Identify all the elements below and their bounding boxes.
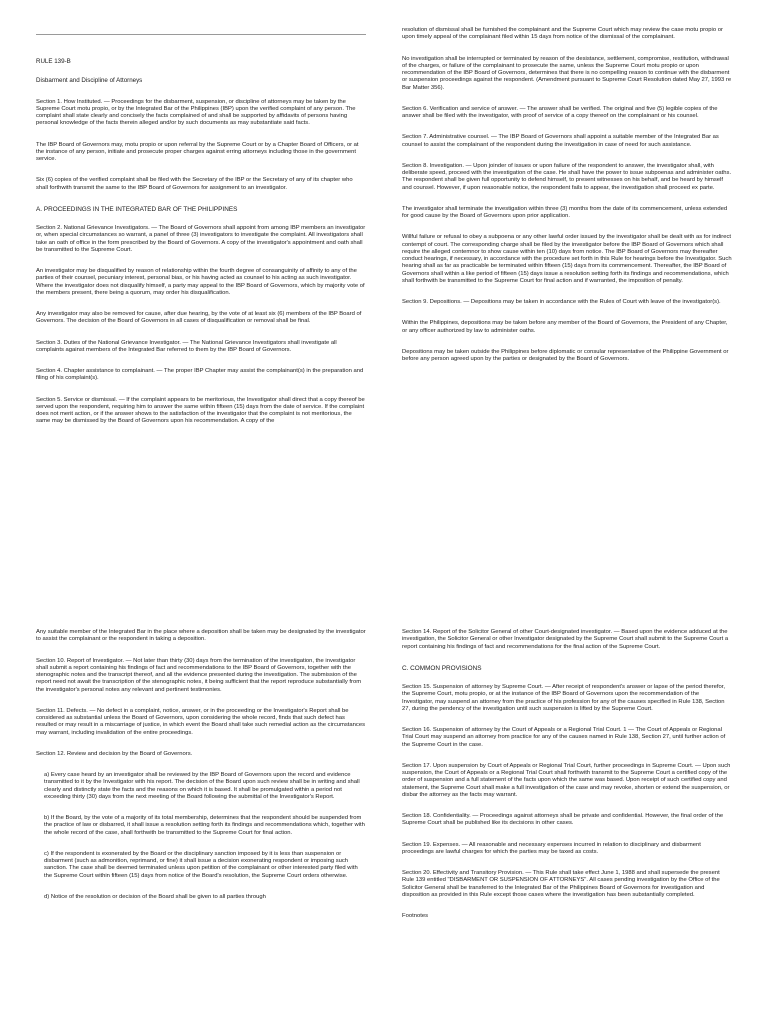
section-18-paragraph: Section 18. Confidentiality. — Proceedings against attorneys shall be private and confidential. However, the final order of the Supreme Court shall be published like its decisions in other cases.: [402, 813, 724, 827]
section-12-heading: Section 12. Review and decision by the Board of Governors.: [36, 750, 193, 757]
section-10-paragraph: Section 10. Report of Investigator. — Not later than thirty (30) days from the termination of the investigation, the investigator shall submit a report containing his findings of fact and recommendations to the IBP Board of Governors, together with the stenographic notes and the transcript thereof, and all the evidence presented during the investigation. The submission of the report need not await the transcription of the stenographic notes, it being sufficient that the report reproduce substantially from the investigator's personal notes any relevant and pertinent testimonies.: [36, 657, 362, 693]
section-3-paragraph: Section 3. Duties of the National Grievance Investigator. — The National Grievance Investigators shall investigate all complaints against members of the Integrated Bar referred to them by the IBP Board of Governors.: [36, 339, 337, 353]
removal-paragraph: Any investigator may also be removed for cause, after due hearing, by the vote of at least six (6) members of the IBP Board of Governors. The decision of the Board of Governors in all cases of disqualification or removal shall be final.: [36, 311, 362, 325]
top-rule-divider: [36, 34, 366, 35]
section-12-item-b: b) If the Board, by the vote of a majority of its total membership, determines that the respondent should be suspended from the practice of law or disbarred, it shall issue a resolution setting forth its findings and recommendations which, together with the whole record of the case, shall forthwith be transmitted to the Supreme Court for final action.: [44, 815, 365, 836]
section-1-paragraph: Section 1. How Instituted. — Proceedings for the disbarment, suspension, or discipline of attorneys may be taken by the Supreme Court motu propio, or by the Integrated Bar of the Philippines (IBP) upon the verified complaint of any person. The complaint shall state clearly and concisely the facts complained of and shall be supported by affidavits of persons having personal knowledge of the facts therein alleged and/or by such documents as may substantiate said facts.: [36, 98, 356, 127]
section-15-paragraph: Section 15. Suspension of attorney by Supreme Court. — After receipt of respondent's answer or lapse of the period therefor, the Supreme Court, motu propio, or at the instance of the IBP Board of Governors upon the recommendation of the Investigator, may suspend an attorney from the practice of his profession for any of the causes specified in Rule 138, Section 27, during the pendency of the investigation until such suspension is lifted by the Supreme Court.: [402, 684, 726, 712]
section-4-paragraph: Section 4. Chapter assistance to complainant. — The proper IBP Chapter may assist the complainant(s) in the preparation and filing of his complaint(s).: [36, 368, 364, 382]
dismissal-continuation-paragraph: resolution of dismissal shall be furnished the complainant and the Supreme Court which may review the case motu propio or upon timely appeal of the complainant filed within 15 days from notice of the dismissal of the complainant.: [402, 27, 723, 41]
page1-left-column: [36, 58, 366, 435]
section-12-item-d: d) Notice of the resolution or decision of the Board shall be given to all parties through: [44, 893, 266, 900]
rule-subtitle: Disbarment and Discipline of Attorneys: [36, 77, 143, 85]
section-16-paragraph: Section 16. Suspension of attorney by the Court of Appeals or a Regional Trial Court. 1 — The Court of Appeals or Regional Trial Court may suspend an attorney from practice for any of the causes named in Rule 138, Section 27, until further action of the Supreme Court in the case.: [402, 727, 726, 748]
section-14-paragraph: Section 14. Report of the Solicitor General of other Court-designated investigator. — Based upon the evidence adduced at the investigation, the Solicitor General or other Investigator designated by the Supreme Court shall submit to the Supreme Court a report containing his findings of fact and recommendations for the final action of the Supreme Court.: [402, 629, 729, 650]
termination-paragraph: The investigator shall terminate the investigation within three (3) months from the date of its commencement, unless extended for good cause by the Board of Governors upon prior application.: [402, 205, 728, 219]
section-12-item-a: a) Every case heard by an investigator shall be reviewed by the IBP Board of Governors upon the record and evidence transmitted to it by the Investigator with his report. The decision of the Board upon such review shall be in writing and shall clearly and distinctly state the facts and the reasons on which it is based. It shall be promulgated within a period not exceeding thirty (30) days from the next meeting of the Board following the submittal of the Investigator's Report.: [44, 772, 360, 800]
deposition-assist-paragraph: Any suitable member of the Integrated Bar in the place where a deposition shall be taken may be designated by the investigator to assist the complainant or the respondent in taking a deposition.: [36, 629, 366, 643]
section-19-paragraph: Section 19. Expenses. — All reasonable and necessary expenses incurred in relation to disciplinary and disbarment proceedings are lawful charges for which the parties may be taxed as costs.: [402, 841, 701, 855]
no-interruption-paragraph: No investigation shall be interrupted or terminated by reason of the desistance, settlement, compromise, restitution, withdrawal of the charges, or failure of the complainant to prosecute the same, unless the Supreme Court motu propio or upon recommendation of the IBP Board of Governors, determines that there is no compelling reason to continue with the disbarment or suspension proceedings against the respondent. (Amendment pursuant to Supreme Court Resolution dated May 27, 1993 re Bar Matter 356).: [402, 55, 732, 91]
disqualification-paragraph: An investigator may be disqualified by reason of relationship within the fourth degree of consanguinity of affinity to any of the parties of their counsel, pecuniary interest, personal bias, or his having acted as counsel to his acting as such investigator. Where the investigator does not disqualify himself, a party may appeal to the IBP Board of Governors, which by majority vote of the members present, there being a quorum, may order his disqualification.: [36, 268, 365, 296]
section-20-paragraph: Section 20. Effectivity and Transitory Provision. — This Rule shall take effect June 1, 1988 and shall supersede the present Rule 139 entitled "DISBARMENT OR SUSPENSION OF ATTORNEYS". All cases pending investigation by the Office of the Solicitor General shall be transferred to the Integrated Bar of the Philippines Board of Governors for investigation and disposition as provided in this Rule except those cases where the investigation has been substantially completed.: [402, 870, 720, 898]
section-c-heading: C. COMMON PROVISIONS: [402, 664, 482, 672]
page2-right-column: [402, 629, 732, 929]
rule-title: RULE 139-B: [36, 58, 71, 65]
section-8-paragraph: Section 8. Investigation. — Upon joinder of issues or upon failure of the respondent to answer, the investigator shall, with deliberate speed, proceed with the investigation of the case. He shall have the power to issue subpoenas and administer oaths. The respondent shall be given full opportunity to defend himself, to present witnesses on his behalf, and be heard by himself and counsel. However, if upon reasonable notice, the respondent fails to appear, the investigation shall proceed ex parte.: [402, 162, 732, 191]
page-separator: [0, 600, 768, 620]
depositions-within-paragraph: Within the Philippines, depositions may be taken before any member of the Board of Governors, the President of any Chapter, or any officer authorized by law to administer oaths.: [402, 320, 728, 334]
section-12-item-c: c) If the respondent is exonerated by the Board or the disciplinary sanction imposed by it is less than suspension or disbarment (such as admonition, reprimand, or fine) it shall issue a decision exonerating respondent or imposing such sanction. The case shall be deemed terminated unless upon petition of the complainant or other interested party filed with the Supreme Court within fifteen (15) days from notice of the Board's resolution, the Supreme Court orders otherwise.: [44, 850, 358, 879]
contempt-paragraph: Willful failure or refusal to obey a subpoena or any other lawful order issued by the investigator shall be dealt with as for indirect contempt of court. The corresponding charge shall be filed by the investigator before the IBP Board of Governors which shall require the alleged contemnor to show cause within ten (10) days from notice. The IBP Board of Governors may thereafter conduct hearings, if necessary, in accordance with the procedure set forth in this Rule for hearings before the Investigator. Such hearing shall as far as practicable be terminated within fifteen (15) days from its commencement. Thereafter, the IBP Board of Governors shall within a like period of fifteen (15) days issue a resolution setting forth its findings and recommendations, which shall forthwith be transmitted to the Supreme Court for final action and if warranted, the imposition of penalty.: [402, 234, 732, 284]
section-9-paragraph: Section 9. Depositions. — Depositions may be taken in accordance with the Rules of Court with leave of the investigator(s).: [402, 299, 721, 305]
depositions-outside-paragraph: Depositions may be taken outside the Philippines before diplomatic or consular representative of the Philippine Government or before any person agreed upon by the parties or designated by the Board of Governors.: [402, 348, 729, 362]
page2-left-column: [36, 629, 366, 910]
section-a-heading: A. PROCEEDINGS IN THE INTEGRATED BAR OF THE PHILIPPINES: [36, 205, 238, 213]
ibp-board-paragraph: The IBP Board of Governors may, motu propio or upon referral by the Supreme Court or by a Chapter Board of Officers, or at the instance of any person, initiate and prosecute proper charges against erring attorneys including those in the government service.: [36, 141, 359, 162]
footnotes-label: Footnotes: [402, 913, 428, 919]
section-5-paragraph: Section 5. Service or dismissal. — If the complaint appears to be meritorious, the Investigator shall direct that a copy thereof be served upon the respondent, requiring him to answer the same within fifteen (15) days from the date of service. If the complaint does not merit action, or if the answer shows to the satisfaction of the investigator that the complaint is not meritorious, the same may be dismissed by the Board of Governors upon his recommendation. A copy of the: [36, 396, 365, 425]
section-6-paragraph: Section 6. Verification and service of answer. — The answer shall be verified. The original and five (5) legible copies of the answer shall be filed with the investigator, with proof of service of a copy thereof on the complainant or his counsel.: [402, 105, 718, 119]
section-17-paragraph: Section 17. Upon suspension by Court of Appeals or Regional Trial Court, further proceedings in Supreme Court. — Upon such suspension, the Court of Appeals or a Regional Trial Court shall forthwith transmit to the Supreme Court a certified copy of the order of suspension and a full statement of the facts upon which the same was based. Upon receipt of such certified copy and statement, the Supreme Court shall make a full investigation of the case and may revoke, shorten or extend the suspension, or disbar the attorney as the facts may warrant.: [402, 762, 731, 798]
section-7-paragraph: Section 7. Administrative counsel. — The IBP Board of Governors shall appoint a suitable member of the Integrated Bar as counsel to assist the complainant of the respondent during the investigation in case of need for such assistance.: [402, 134, 719, 148]
section-11-paragraph: Section 11. Defects. — No defect in a complaint, notice, answer, or in the proceeding or the Investigator's Report shall be considered as substantial unless the Board of Governors, upon considering the whole record, finds that such defect has resulted or may result in a miscarriage of justice, in which event the Board shall take such remedial action as the circumstances may warrant, including invalidation of the entire proceedings.: [36, 707, 366, 736]
copies-paragraph: Six (6) copies of the verified complaint shall be filed with the Secretary of the IBP or the Secretary of any of its chapter who shall forthwith transmit the same to the IBP Board of Governors for assignment to an investigator.: [36, 177, 353, 191]
section-2-paragraph: Section 2. National Grievance Investigators. — The Board of Governors shall appoint from among IBP members an investigator or, when special circumstances so warrant, a panel of three (3) investigators to investigate the complaint. All investigators shall take an oath of office in the form prescribed by the Board of Governors. A copy of the investigator's appointment and oath shall be transmitted to the Supreme Court.: [36, 225, 366, 253]
document-page-2: [0, 620, 768, 1024]
page1-right-column: [402, 27, 732, 372]
